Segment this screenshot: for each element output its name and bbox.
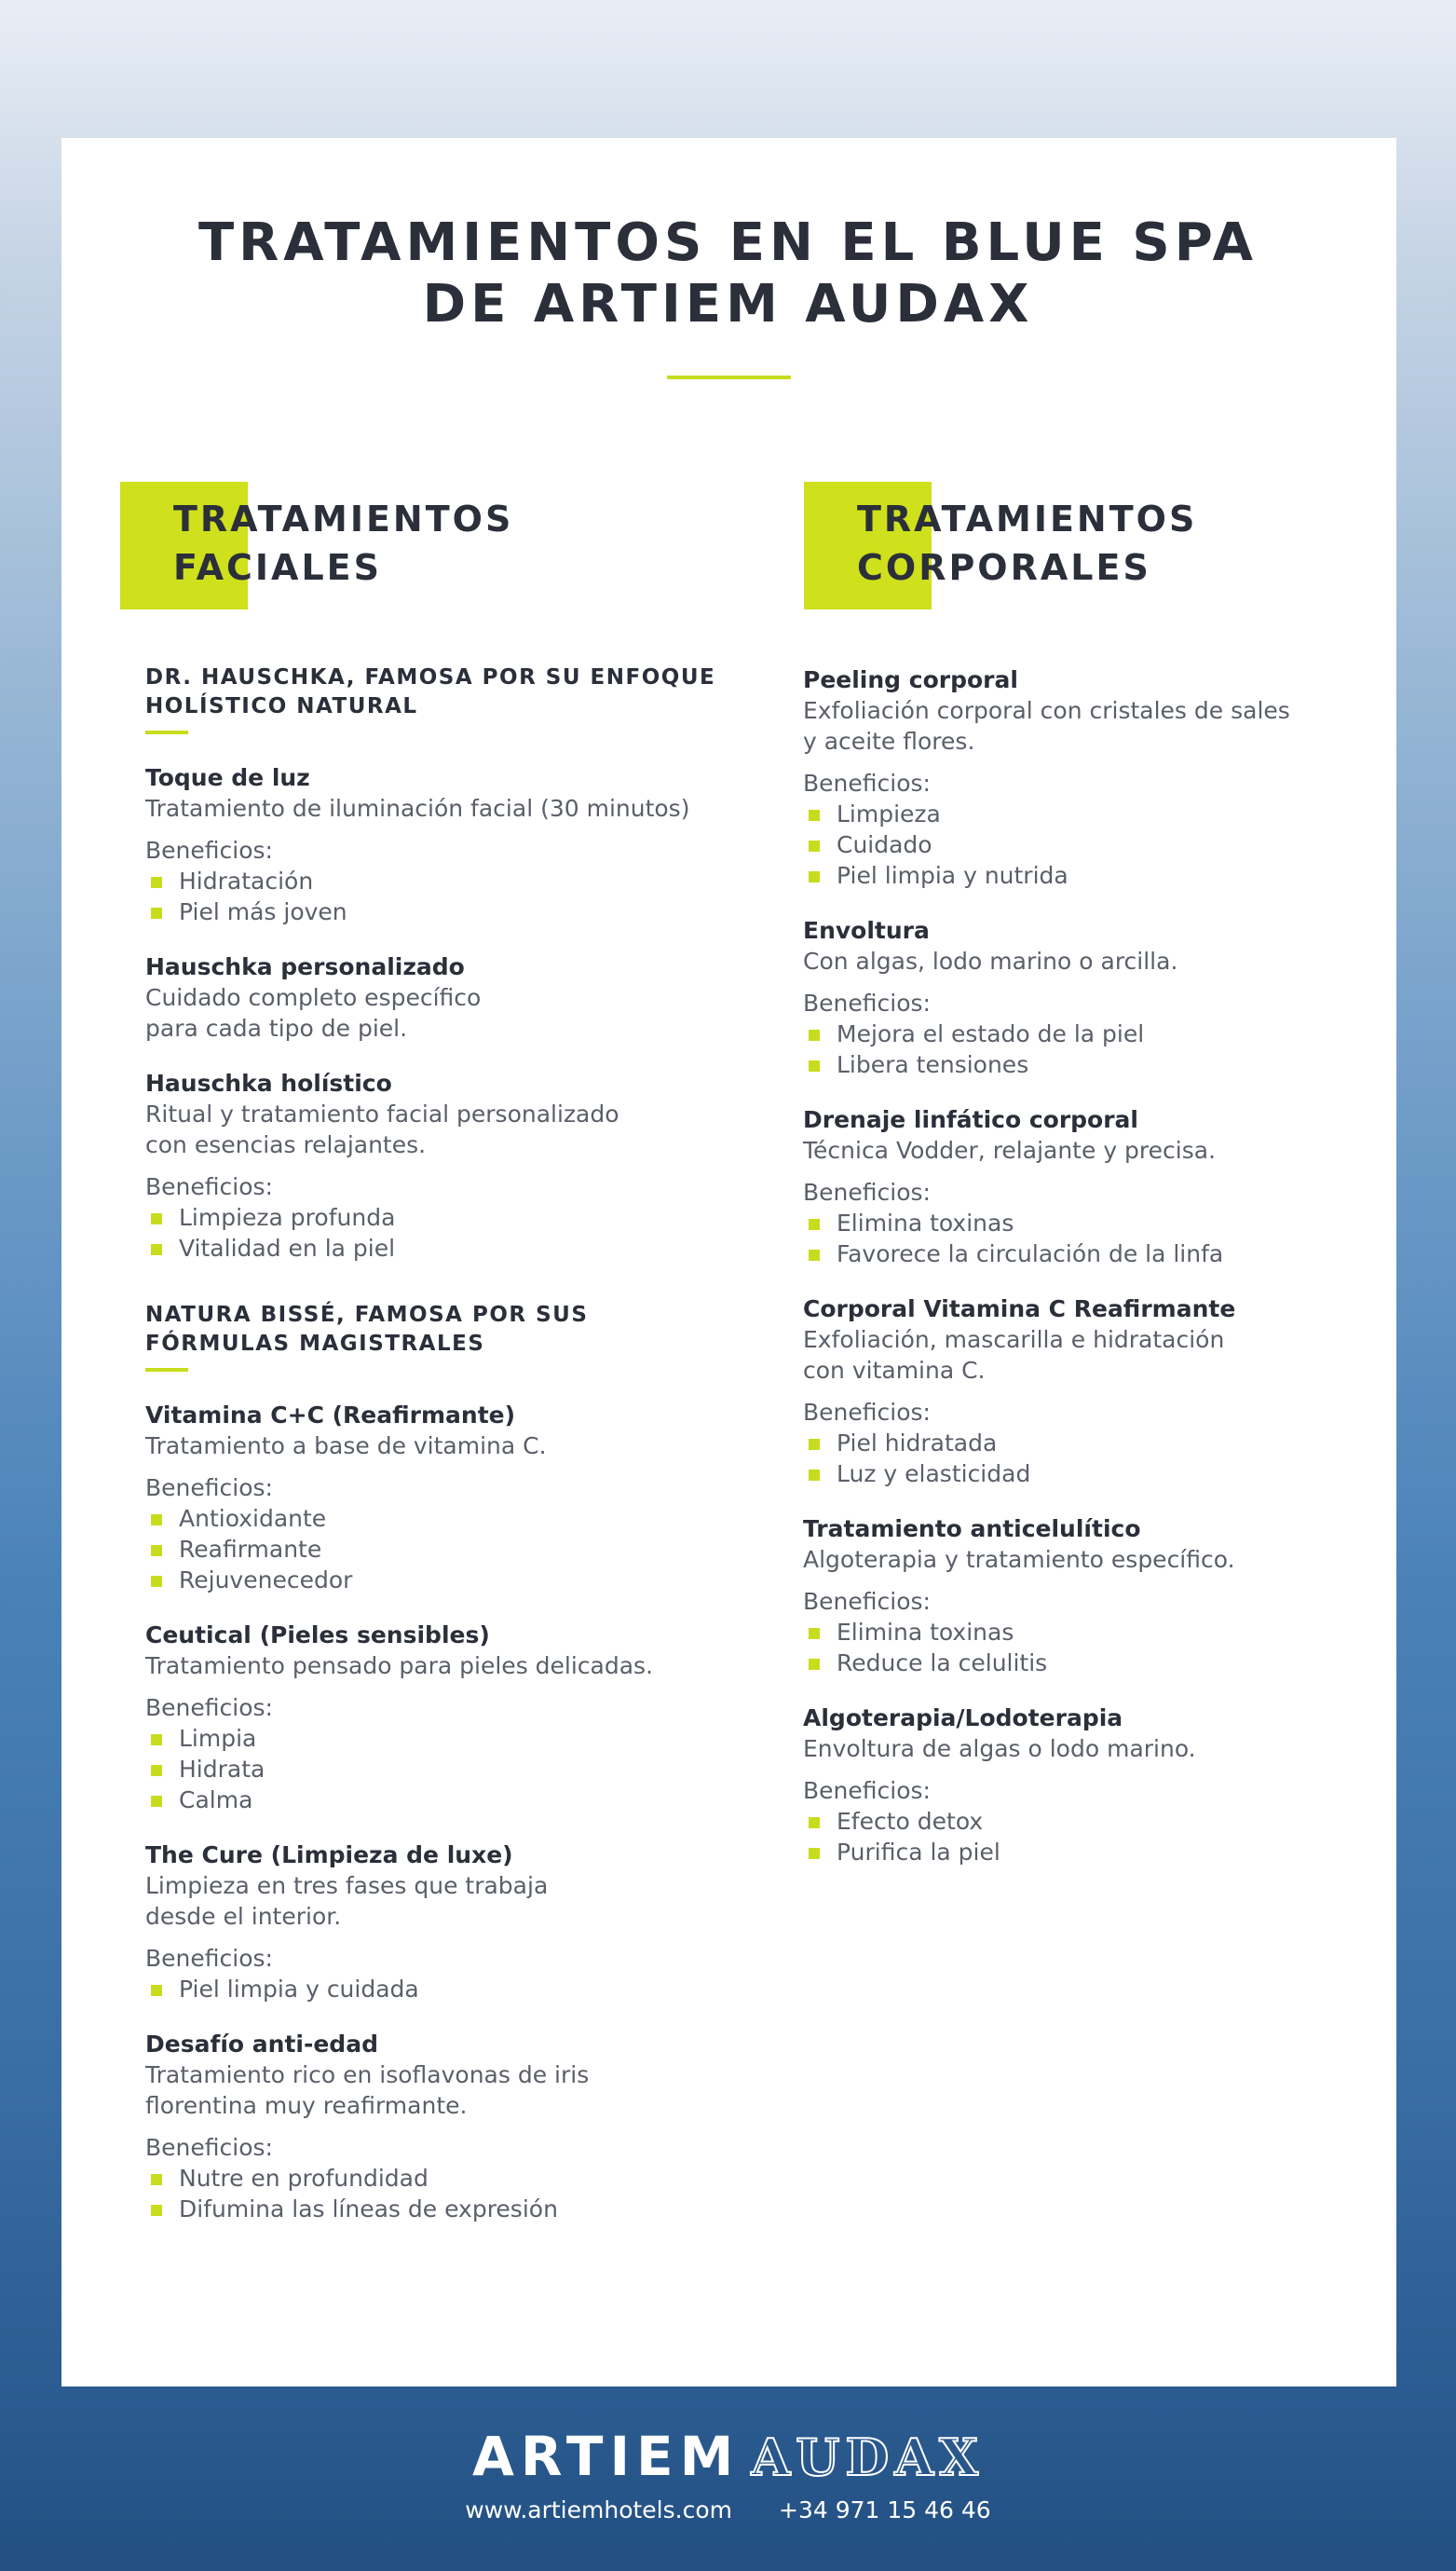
corporal-column (803, 664, 1399, 1892)
bullet-square-icon (151, 1244, 162, 1255)
brand-underline (145, 1368, 188, 1372)
facial-column (145, 663, 779, 2249)
corporal-treatments (803, 664, 1399, 1867)
benefit-text: Nutre en profundidad (179, 2165, 429, 2192)
benefit-text: Calma (179, 1786, 253, 1813)
bullet-square-icon (809, 871, 820, 882)
treatment-name: The Cure (Limpieza de luxe) (145, 1841, 513, 1868)
treatment-item (803, 915, 1399, 1080)
treatment-item (803, 664, 1399, 891)
benefit-text: Elimina toxinas (837, 1210, 1014, 1237)
benefits-list (145, 1503, 779, 1595)
bullet-square-icon (809, 1848, 820, 1859)
benefits-list (145, 1202, 779, 1264)
treatment-description: Exfoliación corporal con cristales de sales y aceite flores. (803, 697, 1290, 755)
benefit-item (803, 1617, 1399, 1648)
bullet-square-icon (151, 1514, 162, 1525)
benefit-item (803, 1458, 1399, 1489)
bullet-square-icon (809, 1817, 820, 1828)
bullet-square-icon (151, 1576, 162, 1587)
benefit-item (145, 896, 779, 927)
benefit-item (145, 1754, 779, 1785)
benefit-item (803, 1049, 1399, 1080)
benefit-text: Efecto detox (837, 1808, 984, 1835)
treatment-item (145, 1400, 779, 1595)
benefit-item (803, 1806, 1399, 1837)
benefits-label: Beneficios: (803, 770, 931, 797)
bullet-square-icon (809, 841, 820, 852)
benefit-item (145, 1233, 779, 1264)
bullet-square-icon (809, 1628, 820, 1639)
benefits-label: Beneficios: (803, 1399, 931, 1426)
benefit-item (803, 1208, 1399, 1238)
treatment-description: Envoltura de algas o lodo marino. (803, 1735, 1196, 1762)
benefits-label: Beneficios: (145, 1694, 273, 1721)
benefit-item (145, 1503, 779, 1534)
title-underline (667, 376, 791, 379)
treatment-description: Tratamiento pensado para pieles delicadas. (145, 1652, 654, 1679)
benefit-item (145, 1534, 779, 1565)
benefit-item (803, 1648, 1399, 1678)
benefit-text: Piel limpia y nutrida (837, 862, 1068, 889)
bullet-square-icon (809, 1470, 820, 1481)
benefit-text: Cuidado (837, 831, 932, 858)
benefit-text: Reduce la celulitis (837, 1649, 1048, 1676)
benefit-text: Favorece la circulación de la linfa (837, 1240, 1224, 1267)
benefits-label: Beneficios: (803, 1588, 931, 1615)
artiem-audax-logo (0, 2425, 1456, 2488)
treatment-name: Tratamiento anticelulítico (803, 1515, 1141, 1542)
benefit-item (803, 1019, 1399, 1049)
bullet-square-icon (809, 1439, 820, 1450)
treatment-name: Vitamina C+C (Reafirmante) (145, 1402, 516, 1429)
benefits-list (145, 1723, 779, 1815)
benefit-text: Antioxidante (179, 1505, 327, 1532)
treatment-item (803, 1703, 1399, 1867)
treatment-item (145, 1068, 779, 1264)
benefits-label: Beneficios: (803, 1179, 931, 1206)
benefits-label: Beneficios: (145, 1474, 273, 1501)
treatment-name: Hauschka personalizado (145, 953, 465, 980)
benefit-item (145, 1202, 779, 1233)
benefit-text: Piel limpia y cuidada (179, 1976, 419, 2003)
benefit-text: Limpia (179, 1725, 257, 1752)
treatment-description: Tratamiento de iluminación facial (30 minutos) (145, 795, 690, 822)
benefits-list (803, 1428, 1399, 1489)
benefit-text: Luz y elasticidad (837, 1460, 1031, 1487)
benefit-text: Mejora el estado de la piel (837, 1020, 1145, 1047)
bullet-square-icon (151, 877, 162, 888)
page-title: TRATAMIENTOS EN EL BLUE SPA DE ARTIEM AUDAX (197, 212, 1259, 335)
logo-audax: AUDAX (751, 2427, 985, 2487)
bullet-square-icon (809, 1219, 820, 1230)
bullet-square-icon (809, 1250, 820, 1261)
benefits-list (145, 2163, 779, 2224)
benefit-text: Libera tensiones (837, 1051, 1029, 1078)
benefits-list (803, 1019, 1399, 1080)
treatment-item (145, 1839, 779, 2004)
benefits-list (803, 1208, 1399, 1269)
benefit-item (145, 1565, 779, 1595)
benefit-text: Piel hidratada (837, 1429, 998, 1456)
brand-title: NATURA BISSÉ, FAMOSA POR SUS FÓRMULAS MAGISTRALES (145, 1303, 589, 1356)
treatment-description: Ritual y tratamiento facial personalizado con esencias relajantes. (145, 1101, 619, 1158)
benefits-label: Beneficios: (145, 1173, 273, 1200)
treatment-item (803, 1513, 1399, 1678)
corporal-section-title: TRATAMIENTOS CORPORALES (857, 499, 1198, 588)
treatment-description: Tratamiento a base de vitamina C. (145, 1432, 547, 1459)
treatment-name: Desafío anti-edad (145, 2031, 378, 2058)
benefit-text: Rejuvenecedor (179, 1566, 353, 1593)
benefit-item (803, 799, 1399, 829)
phone-number[interactable]: +34 971 15 46 46 (779, 2496, 991, 2523)
treatment-item (145, 762, 779, 927)
benefit-item (145, 1785, 779, 1815)
benefits-list (803, 799, 1399, 891)
corporal-section-header (804, 482, 1456, 612)
treatment-name: Ceutical (Pieles sensibles) (145, 1621, 490, 1648)
benefit-item (145, 2194, 779, 2224)
treatment-description: Algoterapia y tratamiento específico. (803, 1546, 1235, 1573)
benefit-item (145, 2163, 779, 2194)
brand-header-hauschka (145, 663, 779, 734)
benefit-text: Difumina las líneas de expresión (179, 2195, 558, 2222)
treatment-description: Cuidado completo específico para cada tipo de piel. (145, 984, 482, 1042)
benefits-label: Beneficios: (145, 2134, 273, 2161)
bullet-square-icon (151, 2174, 162, 2185)
bullet-square-icon (809, 810, 820, 821)
treatment-description: Con algas, lodo marino o arcilla. (803, 948, 1178, 975)
brand-underline (145, 731, 188, 734)
treatment-name: Corporal Vitamina C Reafirmante (803, 1295, 1236, 1322)
bullet-square-icon (809, 1659, 820, 1670)
benefits-label: Beneficios: (803, 990, 931, 1017)
benefits-list (803, 1617, 1399, 1678)
bullet-square-icon (151, 1765, 162, 1776)
hauschka-treatments (145, 762, 779, 1264)
benefit-item (803, 1837, 1399, 1867)
benefit-text: Elimina toxinas (837, 1619, 1014, 1646)
treatment-item (145, 2029, 779, 2224)
bullet-square-icon (151, 1734, 162, 1745)
treatment-name: Toque de luz (145, 764, 310, 791)
benefit-text: Vitalidad en la piel (179, 1235, 396, 1262)
treatment-description: Limpieza en tres fases que trabaja desde el interior. (145, 1872, 549, 1930)
treatment-item (803, 1104, 1399, 1269)
facial-section-title: TRATAMIENTOS FACIALES (173, 499, 514, 588)
brand-header-natura-bisse (145, 1301, 779, 1372)
treatment-description: Exfoliación, mascarilla e hidratación con vitamina C. (803, 1326, 1225, 1384)
benefit-item (145, 866, 779, 896)
treatment-name: Envoltura (803, 917, 930, 944)
treatment-item (145, 951, 779, 1044)
benefit-item (803, 829, 1399, 860)
benefit-item (803, 1238, 1399, 1269)
benefit-item (145, 1723, 779, 1754)
treatment-description: Técnica Vodder, relajante y precisa. (803, 1137, 1217, 1164)
benefits-label: Beneficios: (145, 837, 273, 864)
facial-section-header (120, 482, 772, 612)
benefit-text: Hidrata (179, 1756, 265, 1783)
bullet-square-icon (809, 1060, 820, 1072)
treatment-name: Hauschka holístico (145, 1070, 392, 1097)
benefit-text: Reafirmante (179, 1536, 322, 1563)
natura-bisse-treatments (145, 1400, 779, 2224)
bullet-square-icon (809, 1030, 820, 1041)
bullet-square-icon (151, 2205, 162, 2216)
treatment-name: Peeling corporal (803, 666, 1018, 693)
benefit-text: Hidratación (179, 868, 314, 895)
bullet-square-icon (151, 1796, 162, 1807)
bullet-square-icon (151, 908, 162, 919)
benefit-text: Limpieza (837, 800, 941, 827)
benefit-item (145, 1974, 779, 2004)
benefits-label: Beneficios: (803, 1777, 931, 1804)
treatment-name: Algoterapia/Lodoterapia (803, 1704, 1123, 1731)
website-link[interactable]: www.artiemhotels.com (465, 2496, 732, 2523)
treatment-description: Tratamiento rico en isoflavonas de iris florentina muy reafirmante. (145, 2061, 590, 2119)
footer-contact (0, 2496, 1456, 2523)
treatment-item (803, 1293, 1399, 1489)
benefits-list (145, 866, 779, 927)
brand-title: DR. HAUSCHKA, FAMOSA POR SU ENFOQUE HOLÍSTICO NATURAL (145, 665, 716, 718)
benefit-text: Limpieza profunda (179, 1204, 396, 1231)
benefits-list (803, 1806, 1399, 1867)
treatment-item (145, 1620, 779, 1815)
benefit-item (803, 1428, 1399, 1458)
bullet-square-icon (151, 1213, 162, 1224)
bullet-square-icon (151, 1545, 162, 1556)
benefit-text: Purifica la piel (837, 1839, 1000, 1866)
logo-artiem: ARTIEM (471, 2425, 741, 2488)
benefit-text: Piel más joven (179, 898, 347, 925)
bullet-square-icon (151, 1985, 162, 1996)
benefits-label: Beneficios: (145, 1945, 273, 1972)
benefits-list (145, 1974, 779, 2004)
treatment-name: Drenaje linfático corporal (803, 1106, 1138, 1133)
benefit-item (803, 860, 1399, 891)
